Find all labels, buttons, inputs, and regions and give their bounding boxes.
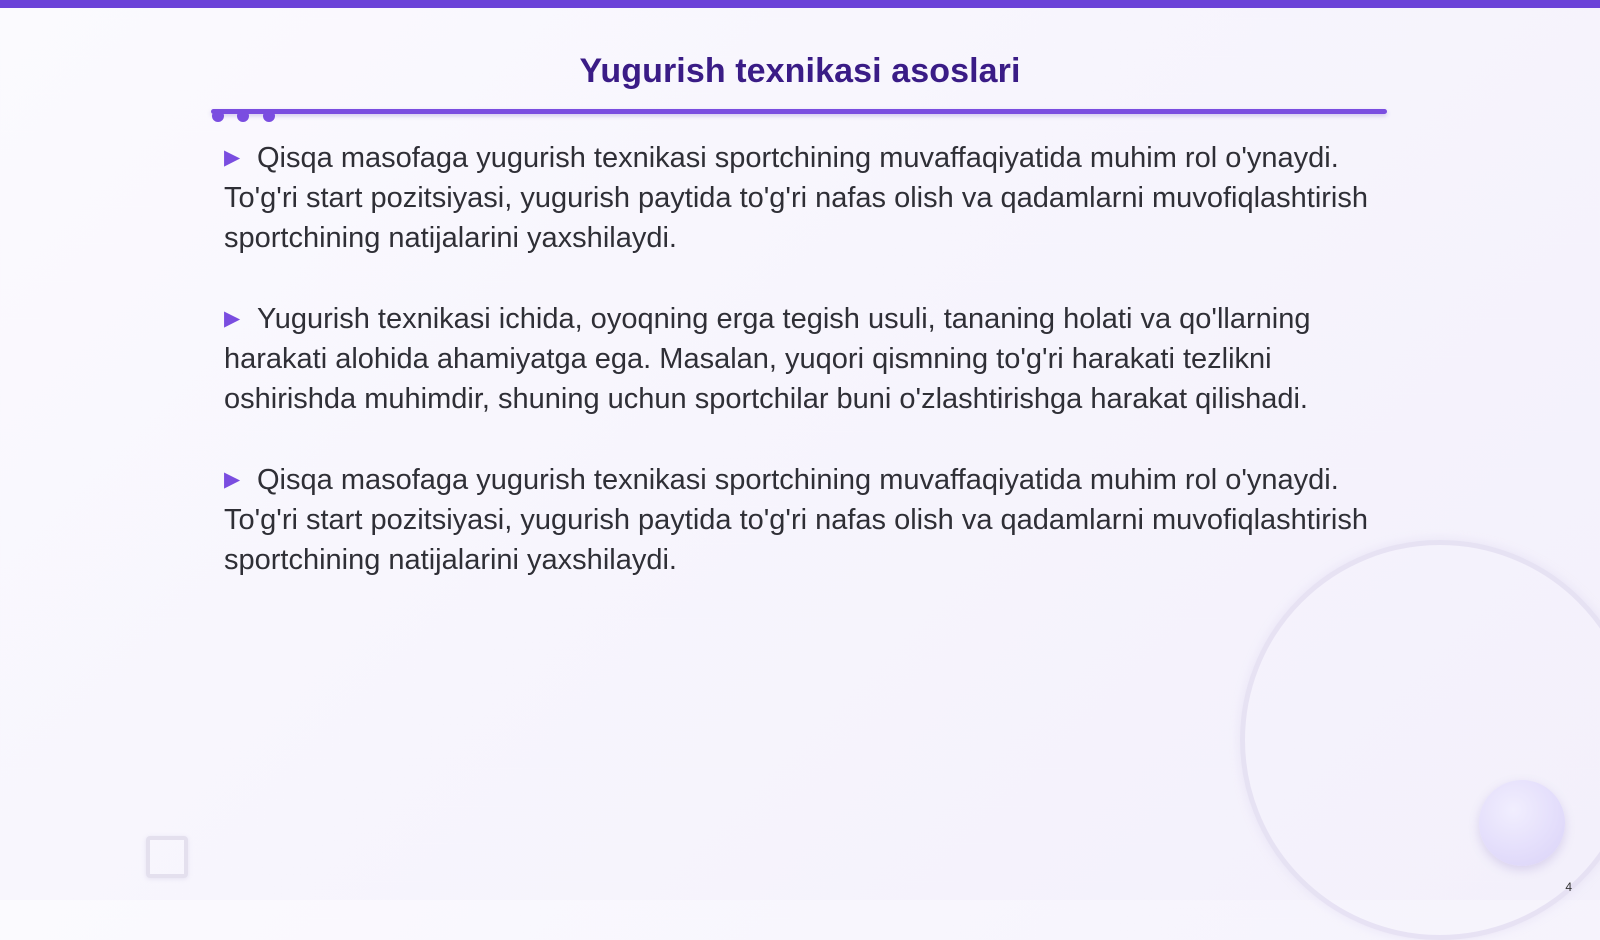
bullet-list (224, 138, 1394, 621)
bullet-text: Yugurish texnikasi ichida, oyoqning erga tegish usuli, tananing holati va qo'llarning harakati alohida ahamiyatga ega. Masalan, yuqori qismning to'g'ri harakati tezlikni oshirishda muhimdir, shuning uchun sportchilar buni o'zlashtirishga harakat qilishadi. (224, 303, 1311, 415)
triangle-bullet-icon: ▶ (224, 146, 241, 169)
bullet-text: Qisqa masofaga yugurish texnikasi sportchining muvaffaqiyatida muhim rol o'ynaydi. To'g'ri start pozitsiyasi, yugurish paytida to'g'ri nafas olish va qadamlarni muvofiqlashtirish sportchining natijalarini yaxshilaydi. (224, 142, 1368, 254)
decoration-dot (263, 110, 275, 122)
top-accent-bar (0, 0, 1600, 8)
bullet-item (224, 460, 1394, 580)
bullet-text: Qisqa masofaga yugurish texnikasi sportchining muvaffaqiyatida muhim rol o'ynaydi. To'g'ri start pozitsiyasi, yugurish paytida to'g'ri nafas olish va qadamlarni muvofiqlashtirish sportchining natijalarini yaxshilaydi. (224, 464, 1368, 576)
decoration-dot (237, 110, 249, 122)
page-number: 4 (1565, 880, 1572, 894)
bullet-item (224, 138, 1394, 258)
decorative-bubble (1479, 780, 1565, 866)
title-underline (211, 109, 1387, 114)
slide-title: Yugurish texnikasi asoslari (579, 52, 1021, 90)
title-dots-decoration (212, 110, 282, 124)
decoration-dot (212, 110, 224, 122)
triangle-bullet-icon: ▶ (224, 468, 241, 491)
bullet-item (224, 299, 1394, 419)
decorative-square (146, 836, 188, 878)
triangle-bullet-icon: ▶ (224, 307, 241, 330)
